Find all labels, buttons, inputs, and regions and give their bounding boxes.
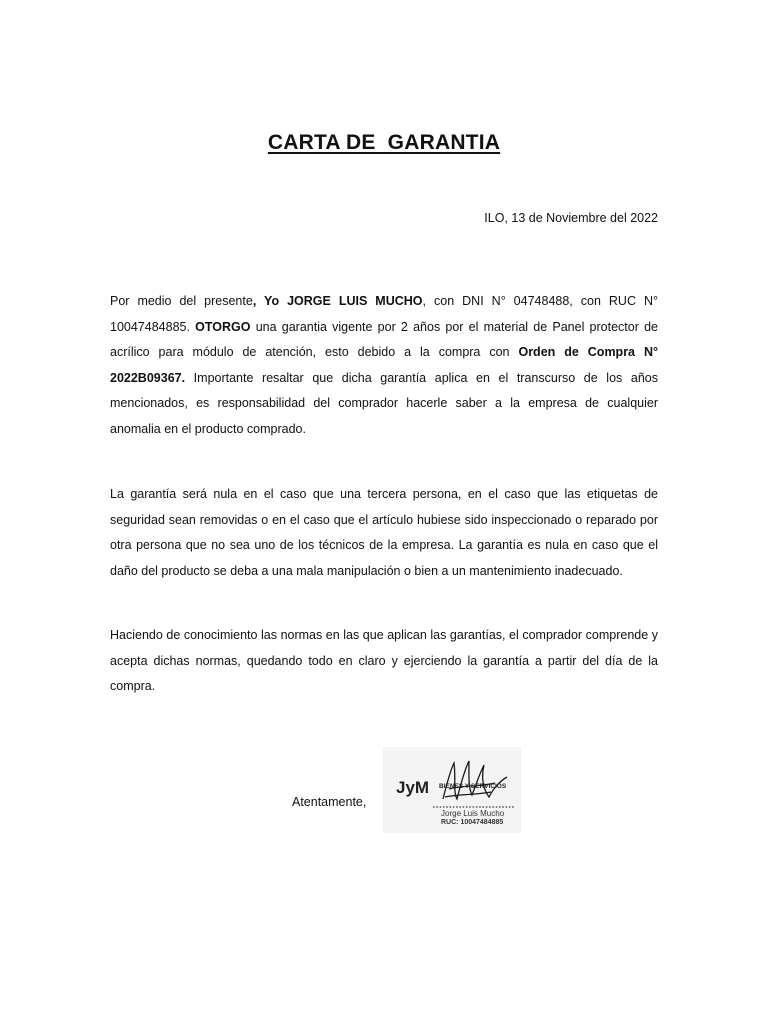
paragraph-void-conditions: La garantía será nula en el caso que una tercera persona, en el caso que las etiquetas de seguridad sean removidas o en el caso que el artículo hubiese sido inspeccionado o reparado por otra persona que no sea uno de los técnicos de la empresa. La garantía es nula en caso que el daño del producto se deba a una mala manipulación o bien a un mantenimiento inadecuado. (110, 487, 658, 578)
p1-text-5: una garantia vigente por 2 años por el material de Panel protector de acrílico para módulo de atención, esto debido a la compra con (110, 319, 658, 359)
p1-text-7: Importante resaltar que dicha garantía aplica en el transcurso de los años mencionados, es responsabilidad del comprador hacerle saber a la empresa de cualquier anomalia en el producto comprado. (110, 370, 658, 436)
p1-text-1: Por medio del presente (110, 294, 253, 308)
p1-otorgo: OTORGO (195, 319, 251, 334)
stamp-name: Jorge Luis Mucho (441, 809, 505, 818)
stamp-business: BIENES Y SERVICIOS (439, 783, 507, 790)
p1-purchase-order: Orden de Compra N° 2022B09367. (110, 345, 658, 385)
p1-issuer: , Yo JORGE LUIS MUCHO (252, 294, 423, 308)
title-text: CARTA DE GARANTIA (267, 131, 501, 154)
stamp-ruc: RUC: 10047484885 (441, 819, 504, 826)
signature-stamp (383, 747, 521, 833)
paragraph-warranty-grant (110, 289, 658, 442)
letter-title (0, 131, 768, 155)
paragraph-acceptance: Haciendo de conocimiento las normas en las que aplican las garantías, el comprador comprende y acepta dichas normas, quedando todo en claro y ejerciendo la garantía a partir del día de la compra. (110, 628, 658, 693)
date-line: ILO, 13 de Noviembre del 2022 (484, 211, 658, 225)
p1-text-3: , con DNI N° 04748488, con RUC N° 10047484885. (110, 294, 659, 334)
stamp-logo: JyM (396, 778, 430, 797)
closing-salutation: Atentamente, (292, 795, 367, 809)
